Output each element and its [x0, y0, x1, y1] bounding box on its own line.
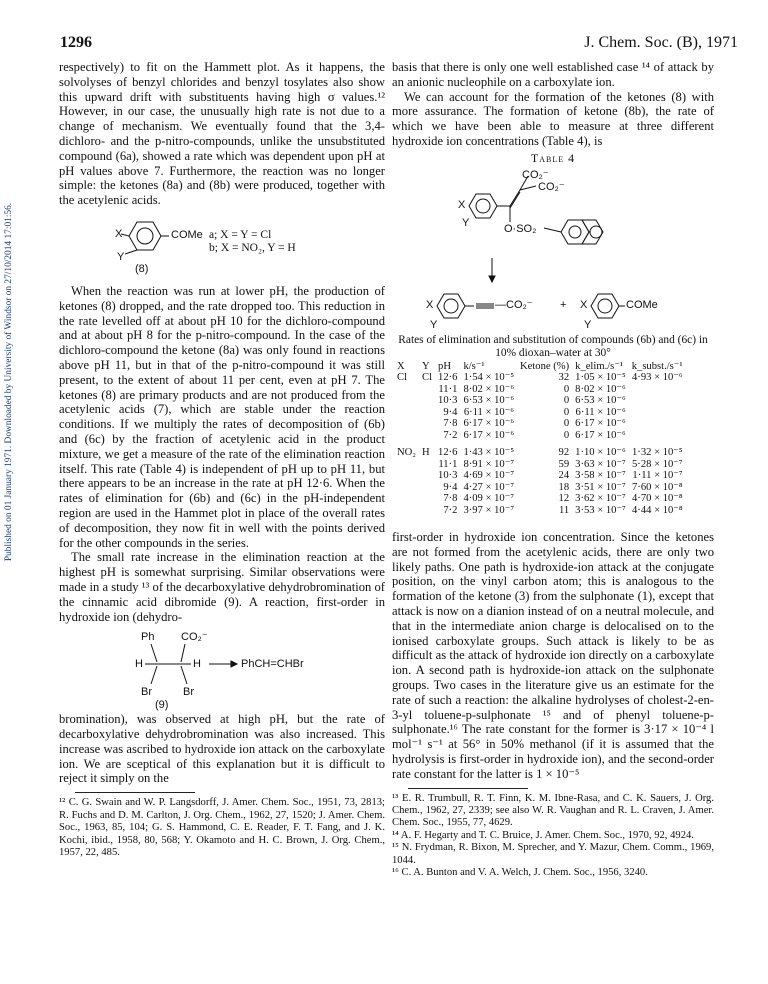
- compound-label: (9): [155, 699, 169, 712]
- footnote-16: ¹⁶ C. A. Bunton and V. A. Welch, J. Chem. Soc., 1956, 3240.: [392, 867, 648, 879]
- variant-b: b; X = NO₂, Y = H: [209, 241, 296, 254]
- table-cell: 12·6: [438, 372, 458, 384]
- header-ph: pH: [438, 360, 451, 372]
- paragraph: bromination), was observed at high pH, but the rate of decarboxylative dehydrobromination was also increased. This increase was ascribed to hydroxide ion attack on the carboxylate ion. We are sceptical of this explanation but it is difficult to reject it simply on the: [59, 712, 385, 786]
- table-cell: [394, 505, 419, 517]
- reaction-scheme: [392, 168, 714, 334]
- table-body: [394, 372, 686, 516]
- scheme-oso2: O·SO₂: [504, 222, 537, 235]
- scheme-acetylenic-carboxylate: —CO₂⁻: [495, 298, 533, 311]
- table-cell: [394, 418, 419, 430]
- table-cell: [394, 395, 419, 407]
- hydrogen-left: H: [135, 658, 143, 671]
- table-cell: 1·05 × 10⁻⁵: [575, 372, 626, 384]
- table-cell: 1·11 × 10⁻⁷: [632, 470, 683, 482]
- substituent-y: Y: [117, 250, 125, 263]
- table-cell: Cl: [397, 372, 408, 384]
- table-header-row: [394, 361, 686, 373]
- table-cell: [629, 395, 686, 407]
- table-cell: 3·63 × 10⁻⁷: [575, 458, 626, 470]
- paragraph: respectively) to fit on the Hammett plot. As it happens, the solvolyses of benzyl chlorides and benzyl tosylates also show this upward drift with substituents having high σ values.¹² However, in our case, the unusually high rate is not due to a change of mechanism. We eventually found that the 3,4-dichloro- and the p-nitro-compounds, unlike the unsubstituted compound (6a), showed a rate which was dependent upon pH at pH values above 7. Furthermore, the reaction was no longer simple: the ketones (8a) and (8b) were produced, together with the acetylenic acids.: [59, 60, 385, 208]
- table-row: [394, 482, 686, 494]
- table-cell: 6·53 × 10⁻⁶: [575, 395, 626, 407]
- table-cell: 7·8: [443, 493, 458, 505]
- table-row: [394, 384, 686, 396]
- table-cell: 11·1: [438, 383, 458, 395]
- table-cell: 0: [563, 406, 570, 418]
- table-row: [394, 372, 686, 384]
- table-cell: [394, 470, 419, 482]
- table-cell: [394, 493, 419, 505]
- table-cell: [419, 384, 435, 396]
- hydrogen-right: H: [193, 658, 201, 671]
- table-cell: 1·54 × 10⁻⁵: [463, 372, 515, 384]
- table-cell: 5·28 × 10⁻⁷: [632, 458, 683, 470]
- header-y: Y: [422, 360, 430, 372]
- table-cell: 1·10 × 10⁻⁶: [575, 447, 626, 459]
- scheme-x: X: [458, 198, 466, 211]
- carboxylate-label: CO₂⁻: [181, 631, 208, 644]
- paragraph: first-order in hydroxide ion concentration. Since the ketones are not formed from the acetylenic acids, there are only two likely paths. One path is hydroxide-ion attack at the conjugate position, on the vinyl carbon atom; this is analogous to the formation of the ketone (3) from the sulphonate (1), except that attack is now on a dianion instead of on a neutral molecule, and that in the intermediate anion charge is delocalised on to the ionised carboxylate groups. Such attack is likely to be as difficult as the attack of hydroxide ion directly on a carboxylate ion. A second path is hydroxide-ion attack on the sulphonate groups. Two cases in the literature give us an estimate for the rate of such a reaction: the alkaline hydrolyses of cholest-2-en-3-yl toluene-p-sulphonate ¹⁵ and of phenyl toluene-p-sulphonate.¹⁶ The rate constant for the former is 3·17 × 10⁻⁴ l mol⁻¹ s⁻¹ at 56° in 50% methanol (if it is assumed that the hydrolysis is first-order in hydroxide ion), and the second-order rate constant for the latter is 1 × 10⁻⁵: [392, 530, 714, 781]
- table-cell: 0: [563, 383, 570, 395]
- table-cell: 12: [558, 493, 570, 505]
- table-cell: 4·69 × 10⁻⁷: [463, 470, 515, 482]
- table-cell: Cl: [422, 372, 433, 384]
- table-cell: [629, 384, 686, 396]
- structure-9: [59, 628, 385, 710]
- table-cell: 8·02 × 10⁻⁶: [575, 383, 626, 395]
- table-row: [394, 459, 686, 471]
- table-cell: 24: [558, 470, 570, 482]
- table-title: Table 4: [530, 150, 576, 165]
- table-cell: 6·17 × 10⁻⁶: [575, 429, 626, 441]
- paragraph: basis that there is only one well established case ¹⁴ of attack by an anionic nucleophile on a carboxylate ion.: [392, 60, 714, 89]
- table-cell: [419, 493, 435, 505]
- footnote-rule: [75, 792, 195, 793]
- table-cell: 10·3: [438, 470, 458, 482]
- header-k: k/s⁻¹: [463, 360, 485, 372]
- rates-table: [394, 361, 686, 517]
- table-cell: [629, 430, 686, 445]
- footnote-13: ¹³ E. R. Trumbull, R. T. Finn, K. M. Ibne-Rasa, and C. K. Sauers, J. Org. Chem., 1962, 27, 2339; see also W. R. Vaughan and R. L. Craven, J. Amer. Chem. Soc., 1955, 77, 4629.: [392, 792, 714, 829]
- scheme-x-product: X: [426, 298, 434, 311]
- scheme-co2-right: CO₂⁻: [538, 180, 565, 193]
- download-watermark: [0, 162, 18, 602]
- table-cell: 6·53 × 10⁻⁶: [463, 395, 515, 407]
- table-cell: [419, 470, 435, 482]
- journal-citation: J. Chem. Soc. (B), 1971: [584, 34, 738, 51]
- table-cell: [629, 407, 686, 419]
- paragraph: We can account for the formation of the ketones (8) with more assurance. The formation of ketone (8b), the rate of which we have been able to measure at three different hydroxide ion concentrations (Table 4), is: [392, 89, 714, 148]
- table-cell: 8·02 × 10⁻⁶: [463, 383, 515, 395]
- table-caption: Rates of elimination and substitution of compounds (6b) and (6c) in 10% dioxan–water at 30°: [398, 333, 708, 360]
- table-cell: NO₂: [397, 447, 416, 459]
- table-row: [394, 444, 686, 459]
- table-cell: 6·11 × 10⁻⁶: [575, 406, 626, 418]
- table-cell: 1·43 × 10⁻⁵: [463, 447, 515, 459]
- table-cell: 32: [558, 372, 570, 384]
- variant-a: a; X = Y = Cl: [209, 228, 272, 241]
- table-cell: 9·4: [443, 406, 458, 418]
- bromine-right: Br: [183, 686, 194, 699]
- table-cell: 1·32 × 10⁻⁵: [632, 447, 683, 459]
- table-cell: 3·51 × 10⁻⁷: [575, 481, 626, 493]
- table-row: [394, 418, 686, 430]
- table-cell: 3·62 × 10⁻⁷: [575, 493, 626, 505]
- table-cell: 6·11 × 10⁻⁶: [463, 406, 515, 418]
- table-row: [394, 470, 686, 482]
- table-cell: 3·53 × 10⁻⁷: [575, 504, 626, 516]
- scheme-plus: +: [560, 298, 567, 311]
- table-cell: [419, 459, 435, 471]
- substituent-x: X: [115, 227, 123, 240]
- page-number: 1296: [60, 34, 92, 51]
- table-cell: [629, 418, 686, 430]
- table-cell: 3·97 × 10⁻⁷: [463, 504, 515, 516]
- table-cell: 7·60 × 10⁻⁸: [632, 481, 683, 493]
- table-cell: 4·93 × 10⁻⁶: [632, 372, 683, 384]
- table-row: [394, 407, 686, 419]
- table-cell: [394, 384, 419, 396]
- table-cell: [419, 407, 435, 419]
- paragraph: When the reaction was run at lower pH, the production of ketones (8) dropped, and the rate dropped too. This reduction in the rate levelled off at about pH 10 for the dichloro-compound and at about pH 8 for the p-nitro-compound. In the case of the dichloro-compound the ketone (8a) was only found in reactions above pH 11, but in that of the p-nitro-compound it was still present, to the extent of about 11 per cent, even at pH 7. The ketones (8) are primary products and are not produced from the acetylenic acids (7), which are stable under the reaction conditions. If we multiply the rates of decomposition of (6b) and (6c) by the fraction of acetylenic acid in the product mixture, we get a measure of the rate of the elimination reaction itself. This rate (Table 4) is independent of pH up to pH 11, but there appears to be an increase in the rate at pH 12·6. When the rates of elimination for (6b) and (6c) in the pH-independent region are used in the Hammet plot in place of the overall rates of decomposition, they now fit in well with the points derived for the other compounds in the series.: [59, 283, 385, 550]
- footnote-rule: [408, 788, 528, 789]
- table-cell: 7·8: [443, 418, 458, 430]
- footnote-15: ¹⁵ N. Frydman, R. Bixon, M. Sprecher, and Y. Mazur, Chem. Comm., 1969, 1044.: [392, 842, 714, 866]
- scheme-y: Y: [462, 216, 470, 229]
- scheme-co2-top: CO₂⁻: [522, 168, 549, 181]
- table-cell: [419, 395, 435, 407]
- header-x: X: [397, 360, 405, 372]
- table-cell: 59: [558, 458, 570, 470]
- compound-label: (8): [135, 262, 149, 275]
- table-cell: 8·91 × 10⁻⁷: [463, 458, 515, 470]
- table-cell: [419, 430, 435, 445]
- table-row: [394, 493, 686, 505]
- table-cell: [394, 430, 419, 445]
- table-cell: 7·2: [443, 504, 458, 516]
- structure-8: [59, 212, 385, 278]
- header-k-subst: k_subst./s⁻¹: [631, 360, 683, 372]
- table-cell: [394, 482, 419, 494]
- scheme-y-product: Y: [430, 318, 438, 331]
- scheme-y-ketone: Y: [584, 318, 592, 331]
- table-cell: 4·27 × 10⁻⁷: [463, 481, 515, 493]
- table-cell: [419, 505, 435, 517]
- table-cell: 9·4: [443, 481, 458, 493]
- header-ketone: Ketone (%): [520, 360, 570, 372]
- table-cell: 92: [558, 447, 570, 459]
- acetyl-group-label: COMe: [171, 228, 203, 241]
- download-notice: Published on 01 January 1971. Downloaded by University of Windsor on 27/10/2014 17:01:56.: [4, 202, 14, 562]
- table-cell: 7·2: [443, 429, 458, 441]
- left-column: [59, 60, 385, 859]
- table-cell: [394, 407, 419, 419]
- header-k-elim: k_elim./s⁻¹: [575, 360, 624, 372]
- table-cell: 0: [563, 429, 570, 441]
- table-cell: 6·17 × 10⁻⁶: [463, 429, 515, 441]
- table-cell: 12·6: [438, 447, 458, 459]
- table-cell: 0: [563, 418, 570, 430]
- phenyl-label: Ph: [141, 631, 155, 644]
- scheme-ketone-label: COMe: [626, 298, 658, 311]
- table-cell: [419, 482, 435, 494]
- scheme-x-ketone: X: [580, 298, 588, 311]
- right-column: [392, 60, 714, 879]
- paragraph: The small rate increase in the elimination reaction at the highest pH is somewhat surprising. Similar observations were made in a study ¹³ of the decarboxylative dehydrobromination of the cinnamic acid dibromide (9). A reaction, first-order in hydroxide ion (dehydro-: [59, 550, 385, 624]
- table-cell: [419, 418, 435, 430]
- table-cell: 18: [558, 481, 570, 493]
- page-header: [30, 34, 738, 56]
- table-cell: 3·58 × 10⁻⁷: [575, 470, 626, 482]
- table-row: [394, 395, 686, 407]
- table-cell: 4·44 × 10⁻⁸: [632, 504, 683, 516]
- table-cell: [394, 459, 419, 471]
- dibromide-structure-drawing: [59, 628, 385, 710]
- table-cell: 6·17 × 10⁻⁶: [575, 418, 626, 430]
- table-cell: 11·1: [438, 458, 458, 470]
- table-row: [394, 505, 686, 517]
- table-cell: 4·70 × 10⁻⁸: [632, 493, 683, 505]
- table-cell: 11: [558, 504, 570, 516]
- table-cell: 4·09 × 10⁻⁷: [463, 493, 515, 505]
- table-cell: H: [422, 447, 430, 459]
- table-cell: 10·3: [438, 395, 458, 407]
- table-cell: 0: [563, 395, 570, 407]
- footnote-12: ¹² C. G. Swain and W. P. Langsdorff, J. Amer. Chem. Soc., 1951, 73, 2813; R. Fuchs and D. M. Carlton, J. Org. Chem., 1962, 27, 1520; J. Amer. Chem. Soc., 1963, 85, 104; G. S. Hammond, C. E. Reader, F. T. Fang, and J. K. Kochi, ibid., 1958, 80, 568; Y. Okamoto and H. C. Brown, J. Org. Chem., 1957, 22, 485.: [59, 797, 385, 858]
- footnote-14: ¹⁴ A. F. Hegarty and T. C. Bruice, J. Amer. Chem. Soc., 1970, 92, 4924.: [392, 829, 694, 841]
- bromine-left: Br: [141, 686, 152, 699]
- product-label: PhCH=CHBr: [241, 658, 304, 671]
- table-row: [394, 430, 686, 445]
- table-cell: 6·17 × 10⁻⁶: [463, 418, 515, 430]
